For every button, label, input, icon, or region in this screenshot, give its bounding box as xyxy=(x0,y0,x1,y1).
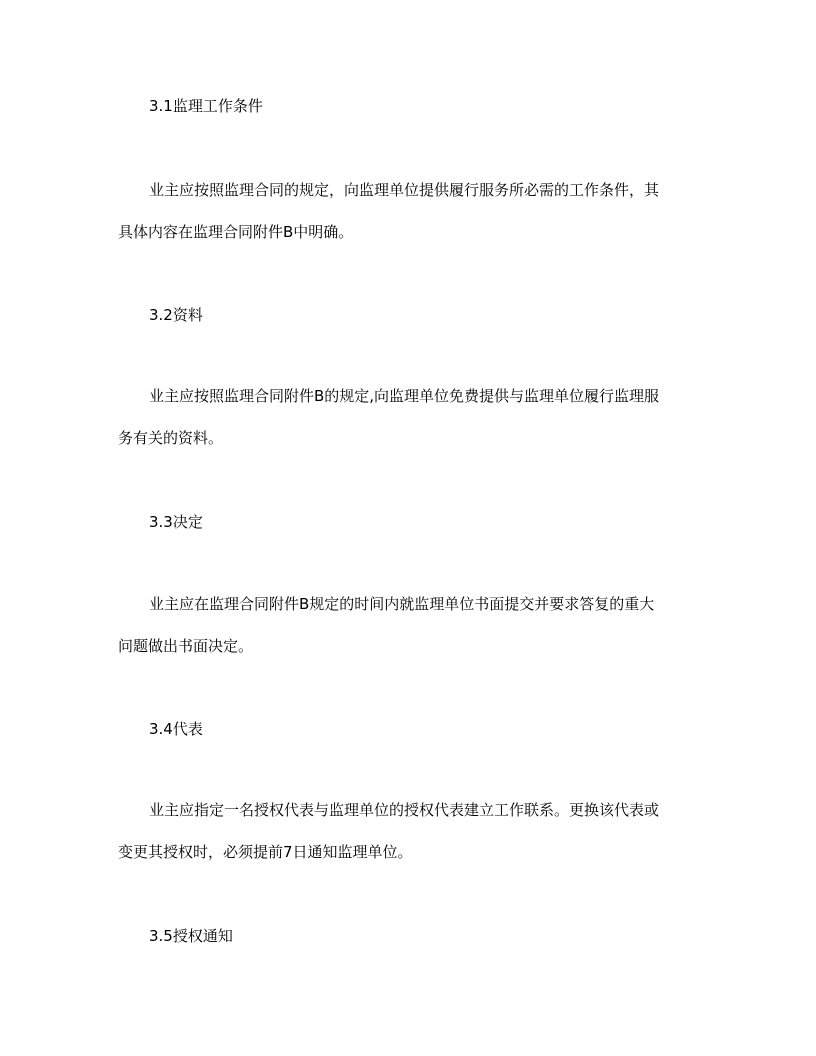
paragraph-line: 务有关的资料。 xyxy=(118,429,224,447)
section-heading-3-4: 3.4代表 xyxy=(149,720,203,738)
paragraph-line: 业主应在监理合同附件B规定的时间内就监理单位书面提交并要求答复的重大 xyxy=(149,595,655,613)
paragraph-line: 业主应按照监理合同附件B的规定,向监理单位免费提供与监理单位履行监理服 xyxy=(149,387,660,405)
section-heading-3-2: 3.2资料 xyxy=(149,306,203,324)
paragraph-line: 业主应指定一名授权代表与监理单位的授权代表建立工作联系。更换该代表或 xyxy=(149,801,660,819)
section-heading-3-3: 3.3决定 xyxy=(149,513,203,531)
paragraph-line: 问题做出书面决定。 xyxy=(118,637,254,655)
section-heading-3-5: 3.5授权通知 xyxy=(149,927,233,945)
paragraph-line: 变更其授权时，必须提前7日通知监理单位。 xyxy=(118,843,413,861)
paragraph-line: 业主应按照监理合同的规定，向监理单位提供履行服务所必需的工作条件，其 xyxy=(149,181,660,199)
paragraph-line: 具体内容在监理合同附件B中明确。 xyxy=(118,223,354,241)
section-heading-3-1: 3.1监理工作条件 xyxy=(149,97,263,115)
